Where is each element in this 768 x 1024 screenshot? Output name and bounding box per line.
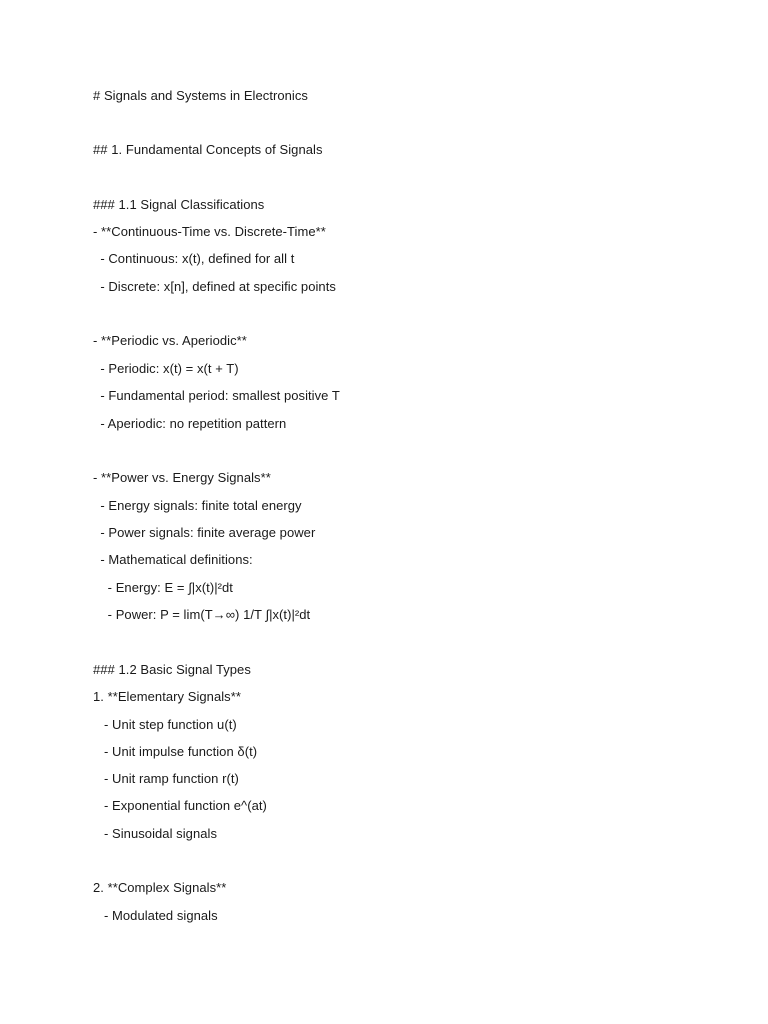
list-item: - **Power vs. Energy Signals** bbox=[93, 470, 271, 485]
list-subitem: - Unit ramp function r(t) bbox=[93, 771, 239, 786]
list-subitem: - Aperiodic: no repetition pattern bbox=[93, 416, 287, 431]
list-subitem: - Continuous: x(t), defined for all t bbox=[93, 251, 295, 266]
section-heading: ## 1. Fundamental Concepts of Signals bbox=[93, 142, 323, 157]
list-subitem: - Exponential function e^(at) bbox=[93, 798, 267, 813]
list-subitem: - Mathematical definitions: bbox=[93, 552, 253, 567]
list-subitem: - Periodic: x(t) = x(t + T) bbox=[93, 361, 239, 376]
list-subitem: - Unit step function u(t) bbox=[93, 717, 237, 732]
subsection-heading: ### 1.2 Basic Signal Types bbox=[93, 662, 251, 677]
list-subitem: - Fundamental period: smallest positive T bbox=[93, 388, 340, 403]
list-subitem: - Unit impulse function δ(t) bbox=[93, 744, 258, 759]
list-subitem: - Discrete: x[n], defined at specific points bbox=[93, 279, 336, 294]
list-item: - **Continuous-Time vs. Discrete-Time** bbox=[93, 224, 326, 239]
list-subitem: - Power signals: finite average power bbox=[93, 525, 316, 540]
list-subitem: - Sinusoidal signals bbox=[93, 826, 217, 841]
list-subsubitem: - Energy: E = ∫|x(t)|²dt bbox=[93, 580, 233, 595]
document-title: # Signals and Systems in Electronics bbox=[93, 88, 308, 103]
list-subitem: - Energy signals: finite total energy bbox=[93, 498, 302, 513]
list-item: - **Periodic vs. Aperiodic** bbox=[93, 333, 247, 348]
list-subsubitem: - Power: P = lim(T→∞) 1/T ∫|x(t)|²dt bbox=[93, 607, 311, 622]
numbered-list-item: 1. **Elementary Signals** bbox=[93, 689, 241, 704]
list-subitem: - Modulated signals bbox=[93, 908, 218, 923]
numbered-list-item: 2. **Complex Signals** bbox=[93, 880, 227, 895]
subsection-heading: ### 1.1 Signal Classifications bbox=[93, 197, 265, 212]
